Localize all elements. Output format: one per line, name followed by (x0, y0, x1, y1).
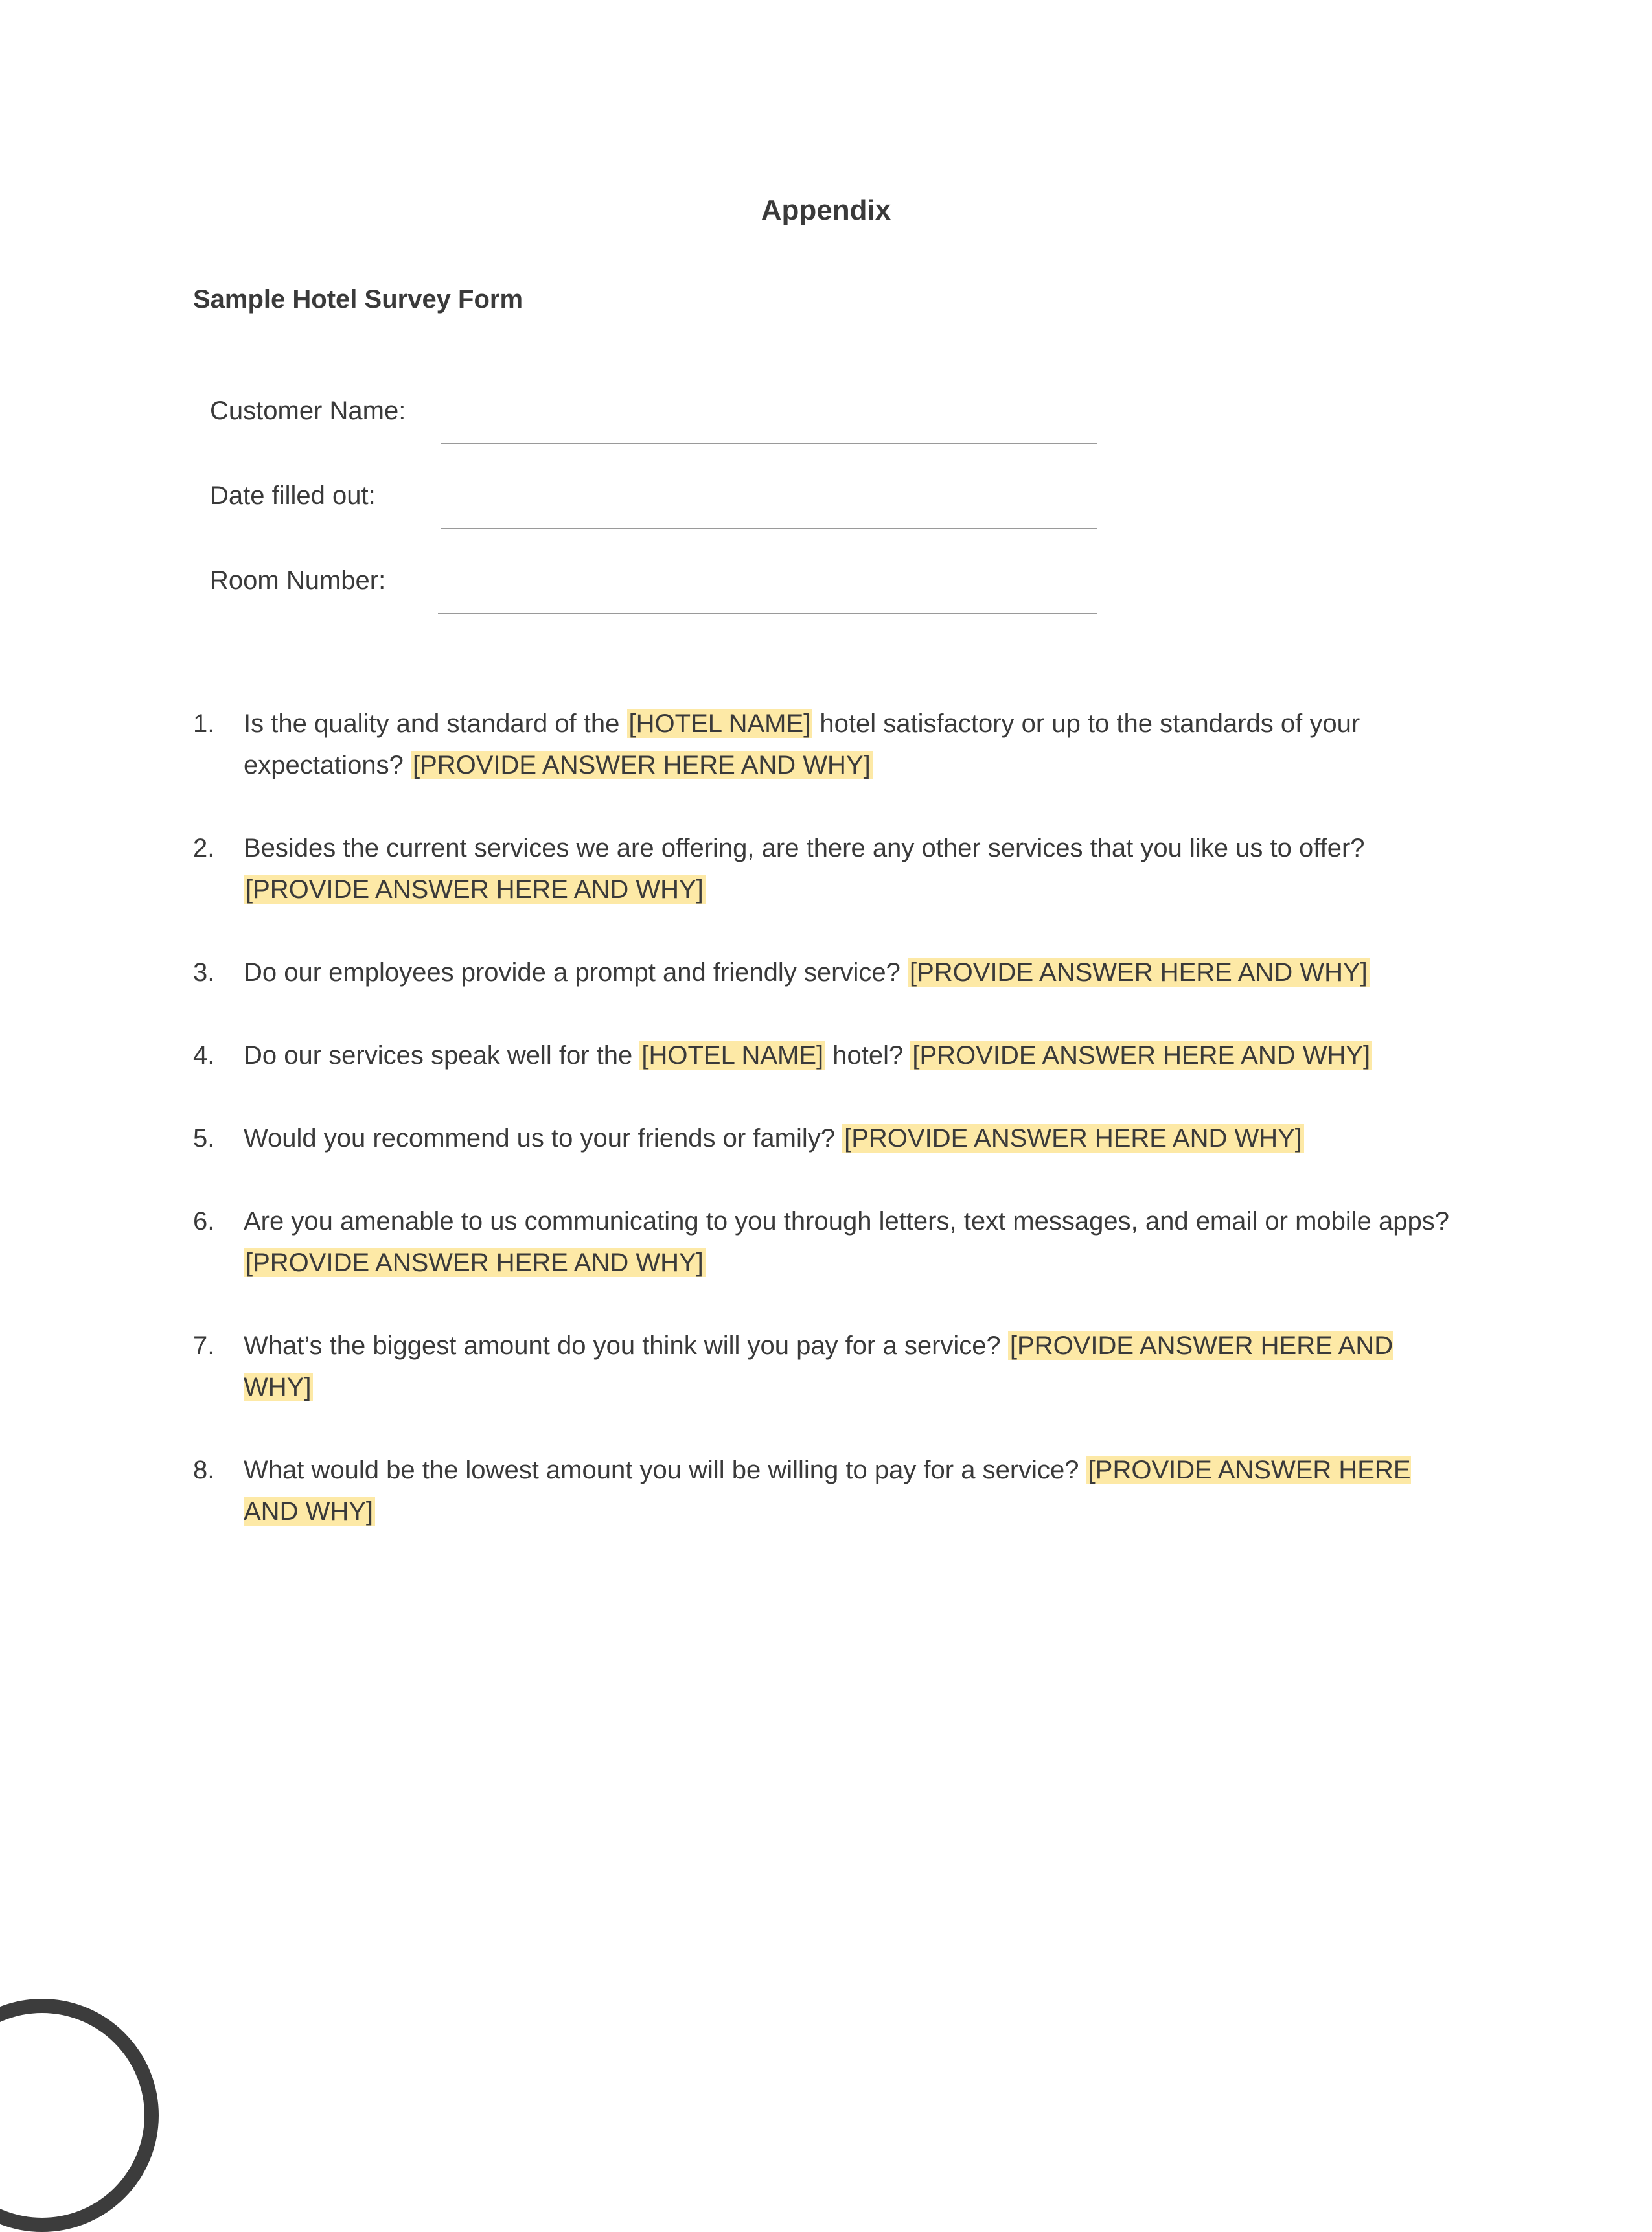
customer-name-row (210, 397, 1097, 455)
question-number: 6. (193, 1207, 215, 1236)
answer-placeholder[interactable]: [PROVIDE ANSWER HERE AND WHY] (411, 751, 873, 779)
form-title: Sample Hotel Survey Form (193, 285, 523, 314)
decorative-circle (0, 1999, 159, 2232)
room-number-label: Room Number: (210, 566, 386, 595)
question-number: 1. (193, 709, 215, 738)
answer-placeholder[interactable]: [PROVIDE ANSWER HERE AND WHY] (908, 958, 1370, 987)
question-text: hotel? (825, 1041, 911, 1070)
question-text: Are you amenable to us communicating to you through letters, text messages, and email or mobile apps? (244, 1207, 1449, 1236)
answer-placeholder[interactable]: [PROVIDE ANSWER HERE AND WHY] (842, 1124, 1304, 1153)
date-filled-label: Date filled out: (210, 481, 376, 510)
survey-questions (193, 703, 1463, 1574)
date-filled-field[interactable] (441, 528, 1097, 529)
answer-placeholder[interactable]: [PROVIDE ANSWER HERE AND WHY] (244, 1248, 706, 1277)
room-number-field[interactable] (438, 613, 1097, 614)
question-text: Is the quality and standard of the (244, 709, 627, 738)
question-text: Do our services speak well for the (244, 1041, 640, 1070)
question-text: hotel satisfactory or up to the standards of your expectations? (244, 709, 1360, 779)
question-text: What would be the lowest amount you will be willing to pay for a service? (244, 1456, 1086, 1484)
question-item (193, 1035, 1463, 1076)
question-item (193, 1201, 1463, 1283)
room-number-row (210, 566, 1097, 625)
question-item (193, 1325, 1463, 1408)
question-item (193, 1118, 1463, 1159)
question-item (193, 703, 1463, 786)
page-title: Appendix (761, 194, 891, 226)
date-filled-row (210, 481, 1097, 540)
customer-name-label: Customer Name: (210, 397, 406, 425)
answer-placeholder[interactable]: [PROVIDE ANSWER HERE AND WHY] (244, 1331, 1394, 1401)
question-item (193, 1449, 1463, 1532)
question-number: 8. (193, 1456, 215, 1484)
question-number: 3. (193, 958, 215, 987)
question-number: 5. (193, 1124, 215, 1153)
question-item (193, 827, 1463, 910)
customer-name-field[interactable] (441, 443, 1097, 444)
question-number: 2. (193, 834, 215, 862)
answer-placeholder[interactable]: [PROVIDE ANSWER HERE AND WHY] (244, 1456, 1411, 1526)
hotel-name-placeholder[interactable]: [HOTEL NAME] (627, 709, 813, 738)
answer-placeholder[interactable]: [PROVIDE ANSWER HERE AND WHY] (244, 875, 706, 904)
question-item (193, 952, 1463, 993)
question-text: Do our employees provide a prompt and friendly service? (244, 958, 908, 987)
question-text: Would you recommend us to your friends or family? (244, 1124, 843, 1153)
question-text: What’s the biggest amount do you think will you pay for a service? (244, 1331, 1008, 1360)
hotel-name-placeholder[interactable]: [HOTEL NAME] (639, 1041, 825, 1070)
question-number: 7. (193, 1331, 215, 1360)
question-number: 4. (193, 1041, 215, 1070)
answer-placeholder[interactable]: [PROVIDE ANSWER HERE AND WHY] (910, 1041, 1372, 1070)
question-text: Besides the current services we are offering, are there any other services that you like us to offer? (244, 834, 1365, 862)
